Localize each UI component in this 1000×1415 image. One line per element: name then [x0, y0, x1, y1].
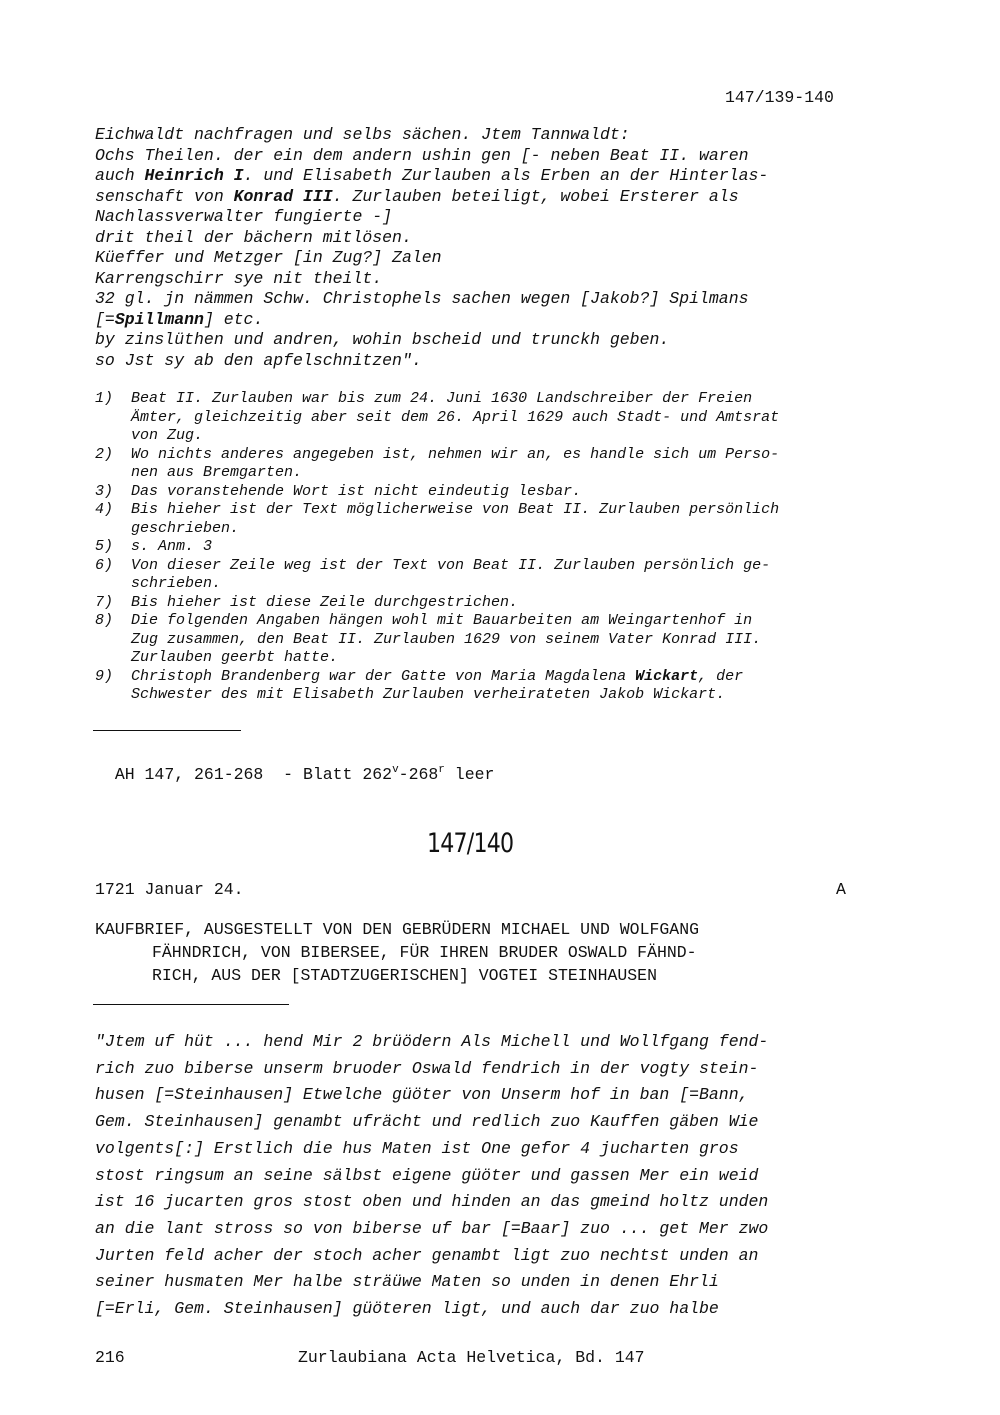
- page-reference: 147/139-140: [725, 88, 834, 107]
- footnote-number: 2): [95, 445, 114, 463]
- footnote: [95, 390, 895, 446]
- body-line: [=Erli, Gem. Steinhausen] güöteren ligt, und auch dar zuo halbe: [95, 1299, 719, 1319]
- footnote-line: Wo nichts anderes angegeben ist, nehmen wir an, es handle sich um Perso-: [131, 445, 780, 463]
- source-reference-sup-recto: r: [438, 763, 445, 776]
- text-line: so Jst sy ab den apfelschnitzen".: [95, 350, 422, 370]
- footnote-number: 3): [95, 482, 114, 500]
- upper-text-block: [95, 125, 768, 371]
- footnote: [95, 612, 895, 668]
- footnote-line: Schwester des mit Elisabeth Zurlauben verheirateten Jakob Wickart.: [131, 686, 726, 703]
- footnote-line: Zug zusammen, den Beat II. Zurlauben 1629 von seinem Vater Konrad III.: [131, 630, 762, 648]
- text-segment: , der: [698, 667, 744, 685]
- footnote-line: Zurlauben geerbt hatte.: [131, 649, 339, 666]
- body-line: Gem. Steinhausen] genambt ufrächt und redlich zuo Kauffen gäben Wie: [95, 1112, 759, 1132]
- footer-series: Zurlaubiana Acta Helvetica, Bd. 147: [298, 1348, 645, 1367]
- footnote-text: [131, 538, 212, 557]
- footnote: [95, 557, 895, 594]
- footnote: [95, 538, 895, 557]
- source-reference-mid: -268: [398, 764, 439, 784]
- text-line: [95, 166, 768, 187]
- title-line: FÄHNDRICH, VON BIBERSEE, FÜR IHREN BRUDER OSWALD FÄHND-: [152, 943, 697, 962]
- body-line: husen [=Steinhausen] Etwelche güöter von Unserm hof in ban [=Bann,: [95, 1085, 749, 1105]
- text-line: [95, 187, 768, 208]
- footnote-number: 7): [95, 593, 114, 611]
- text-segment: ] etc.: [203, 309, 264, 329]
- text-segment: [=: [95, 309, 115, 329]
- text-line: Ochs Theilen. der ein dem andern ushin gen [- neben Beat II. waren: [95, 145, 749, 165]
- footnote-text: [131, 483, 581, 502]
- footnote-line: nen aus Bremgarten.: [131, 464, 303, 481]
- source-reference: [95, 744, 494, 785]
- body-line: "Jtem uf hüt ... hend Mir 2 brüödern Als Michell und Wollfgang fend-: [95, 1032, 769, 1051]
- document-body: [95, 1029, 768, 1323]
- body-line: stost ringsum an seine sälbst eigene güöter und gassen Mer ein weid: [95, 1165, 759, 1185]
- footnote-number: 4): [95, 501, 114, 518]
- bold-name: Wickart: [635, 667, 699, 685]
- title-line: RICH, AUS DER [STADTZUGERISCHEN] VOGTEI STEINHAUSEN: [152, 966, 657, 985]
- body-line: an die lant stross so von biberse uf bar [=Baar] zuo ... get Mer zwo: [95, 1218, 769, 1238]
- body-line: Jurten feld acher der stoch acher genambt ligt zuo nechtst unden an: [95, 1245, 759, 1265]
- title-line: KAUFBRIEF, AUSGESTELLT VON DEN GEBRÜDERN MICHAEL UND WOLFGANG: [95, 920, 699, 939]
- footnote-number: 5): [95, 538, 114, 555]
- footnote-number: 1): [95, 390, 114, 407]
- text-segment: . Zurlauben beteiligt, wobei Ersterer als: [332, 186, 739, 206]
- body-line: volgents[:] Erstlich die hus Maten ist One gefor 4 jucharten gros: [95, 1138, 739, 1158]
- bold-name: Konrad III: [233, 186, 333, 206]
- document-number: 147/140: [427, 828, 514, 859]
- source-reference-main: AH 147, 261-268 - Blatt 262: [114, 764, 393, 784]
- footnote-text: [131, 557, 770, 594]
- text-line: Küeffer und Metzger [in Zug?] Zalen: [95, 248, 442, 267]
- footnote-text: [131, 594, 518, 613]
- footnote-text: [131, 612, 761, 668]
- bold-name: Heinrich I: [144, 166, 244, 185]
- footnote-line: Bis hieher ist der Text möglicherweise von Beat II. Zurlauben persönlich: [131, 501, 780, 518]
- footnote-number: 6): [95, 556, 114, 574]
- footnote-text: [131, 501, 779, 538]
- document-letter: A: [836, 880, 846, 899]
- footnote-line: [131, 668, 743, 687]
- source-reference-end: leer: [444, 764, 495, 784]
- footnote: [95, 594, 895, 613]
- footnote-number: 8): [95, 612, 114, 629]
- text-segment: senschaft von: [95, 186, 234, 206]
- footnote-line: s. Anm. 3: [131, 538, 213, 555]
- footnote-divider: [93, 730, 241, 731]
- footnote-line: Die folgenden Angaben hängen wohl mit Bauarbeiten am Weingartenhof in: [131, 612, 753, 629]
- footnote-number: 9): [95, 667, 114, 685]
- footnote: [95, 668, 895, 705]
- footnote-text: [131, 668, 743, 705]
- body-line: ist 16 jucarten gros stost oben und hinden an das gmeind holtz unden: [95, 1192, 769, 1212]
- source-reference-sup-verso: v: [392, 763, 399, 776]
- footnote-line: Bis hieher ist diese Zeile durchgestrichen.: [131, 593, 519, 611]
- text-segment: . und Elisabeth Zurlauben als Erben an der Hinterlas-: [243, 166, 769, 185]
- footnotes: [95, 390, 895, 705]
- document-date: 1721 Januar 24.: [95, 880, 244, 899]
- footnote-line: von Zug.: [131, 427, 204, 444]
- text-line: by zinslüthen und andren, wohin bscheid und trunckh geben.: [95, 330, 670, 349]
- text-line: Eichwaldt nachfragen und selbs sächen. Jtem Tannwaldt:: [95, 125, 630, 144]
- footnote-line: Beat II. Zurlauben war bis zum 24. Juni 1630 Landschreiber der Freien: [131, 390, 753, 407]
- text-line: Nachlassverwalter fungierte -]: [95, 207, 393, 226]
- text-line: drit theil der bächern mitlösen.: [95, 227, 412, 247]
- footnote-text: [131, 446, 779, 483]
- footnote-line: geschrieben.: [131, 519, 240, 537]
- footnote-line: Das voranstehende Wort ist nicht eindeutig lesbar.: [131, 482, 582, 500]
- footnote: [95, 446, 895, 483]
- footnote-text: [131, 390, 779, 446]
- footnote: [95, 483, 895, 502]
- footnote-line: schrieben.: [131, 575, 222, 592]
- title-divider: [93, 1004, 289, 1005]
- footnote: [95, 501, 895, 538]
- text-segment: auch: [95, 166, 145, 185]
- footer-page-number: 216: [95, 1348, 125, 1367]
- document-title: [95, 918, 699, 987]
- bold-name: Spillmann: [114, 309, 204, 329]
- text-line: Karrengschirr sye nit theilt.: [95, 268, 383, 288]
- text-line: 32 gl. jn nämmen Schw. Christophels sachen wegen [Jakob?] Spilmans: [95, 289, 749, 308]
- text-line: [95, 310, 768, 331]
- body-line: rich zuo biberse unserm bruoder Oswald fendrich in der vogty stein-: [95, 1058, 759, 1078]
- text-segment: Christoph Brandenberg war der Gatte von Maria Magdalena: [131, 667, 636, 685]
- body-line: seiner husmaten Mer halbe sträüwe Maten so unden in denen Ehrli: [95, 1272, 719, 1292]
- footnote-line: Ämter, gleichzeitig aber seit dem 26. April 1629 auch Stadt- und Amtsrat: [131, 408, 780, 426]
- footnote-line: Von dieser Zeile weg ist der Text von Beat II. Zurlauben persönlich ge-: [131, 556, 771, 574]
